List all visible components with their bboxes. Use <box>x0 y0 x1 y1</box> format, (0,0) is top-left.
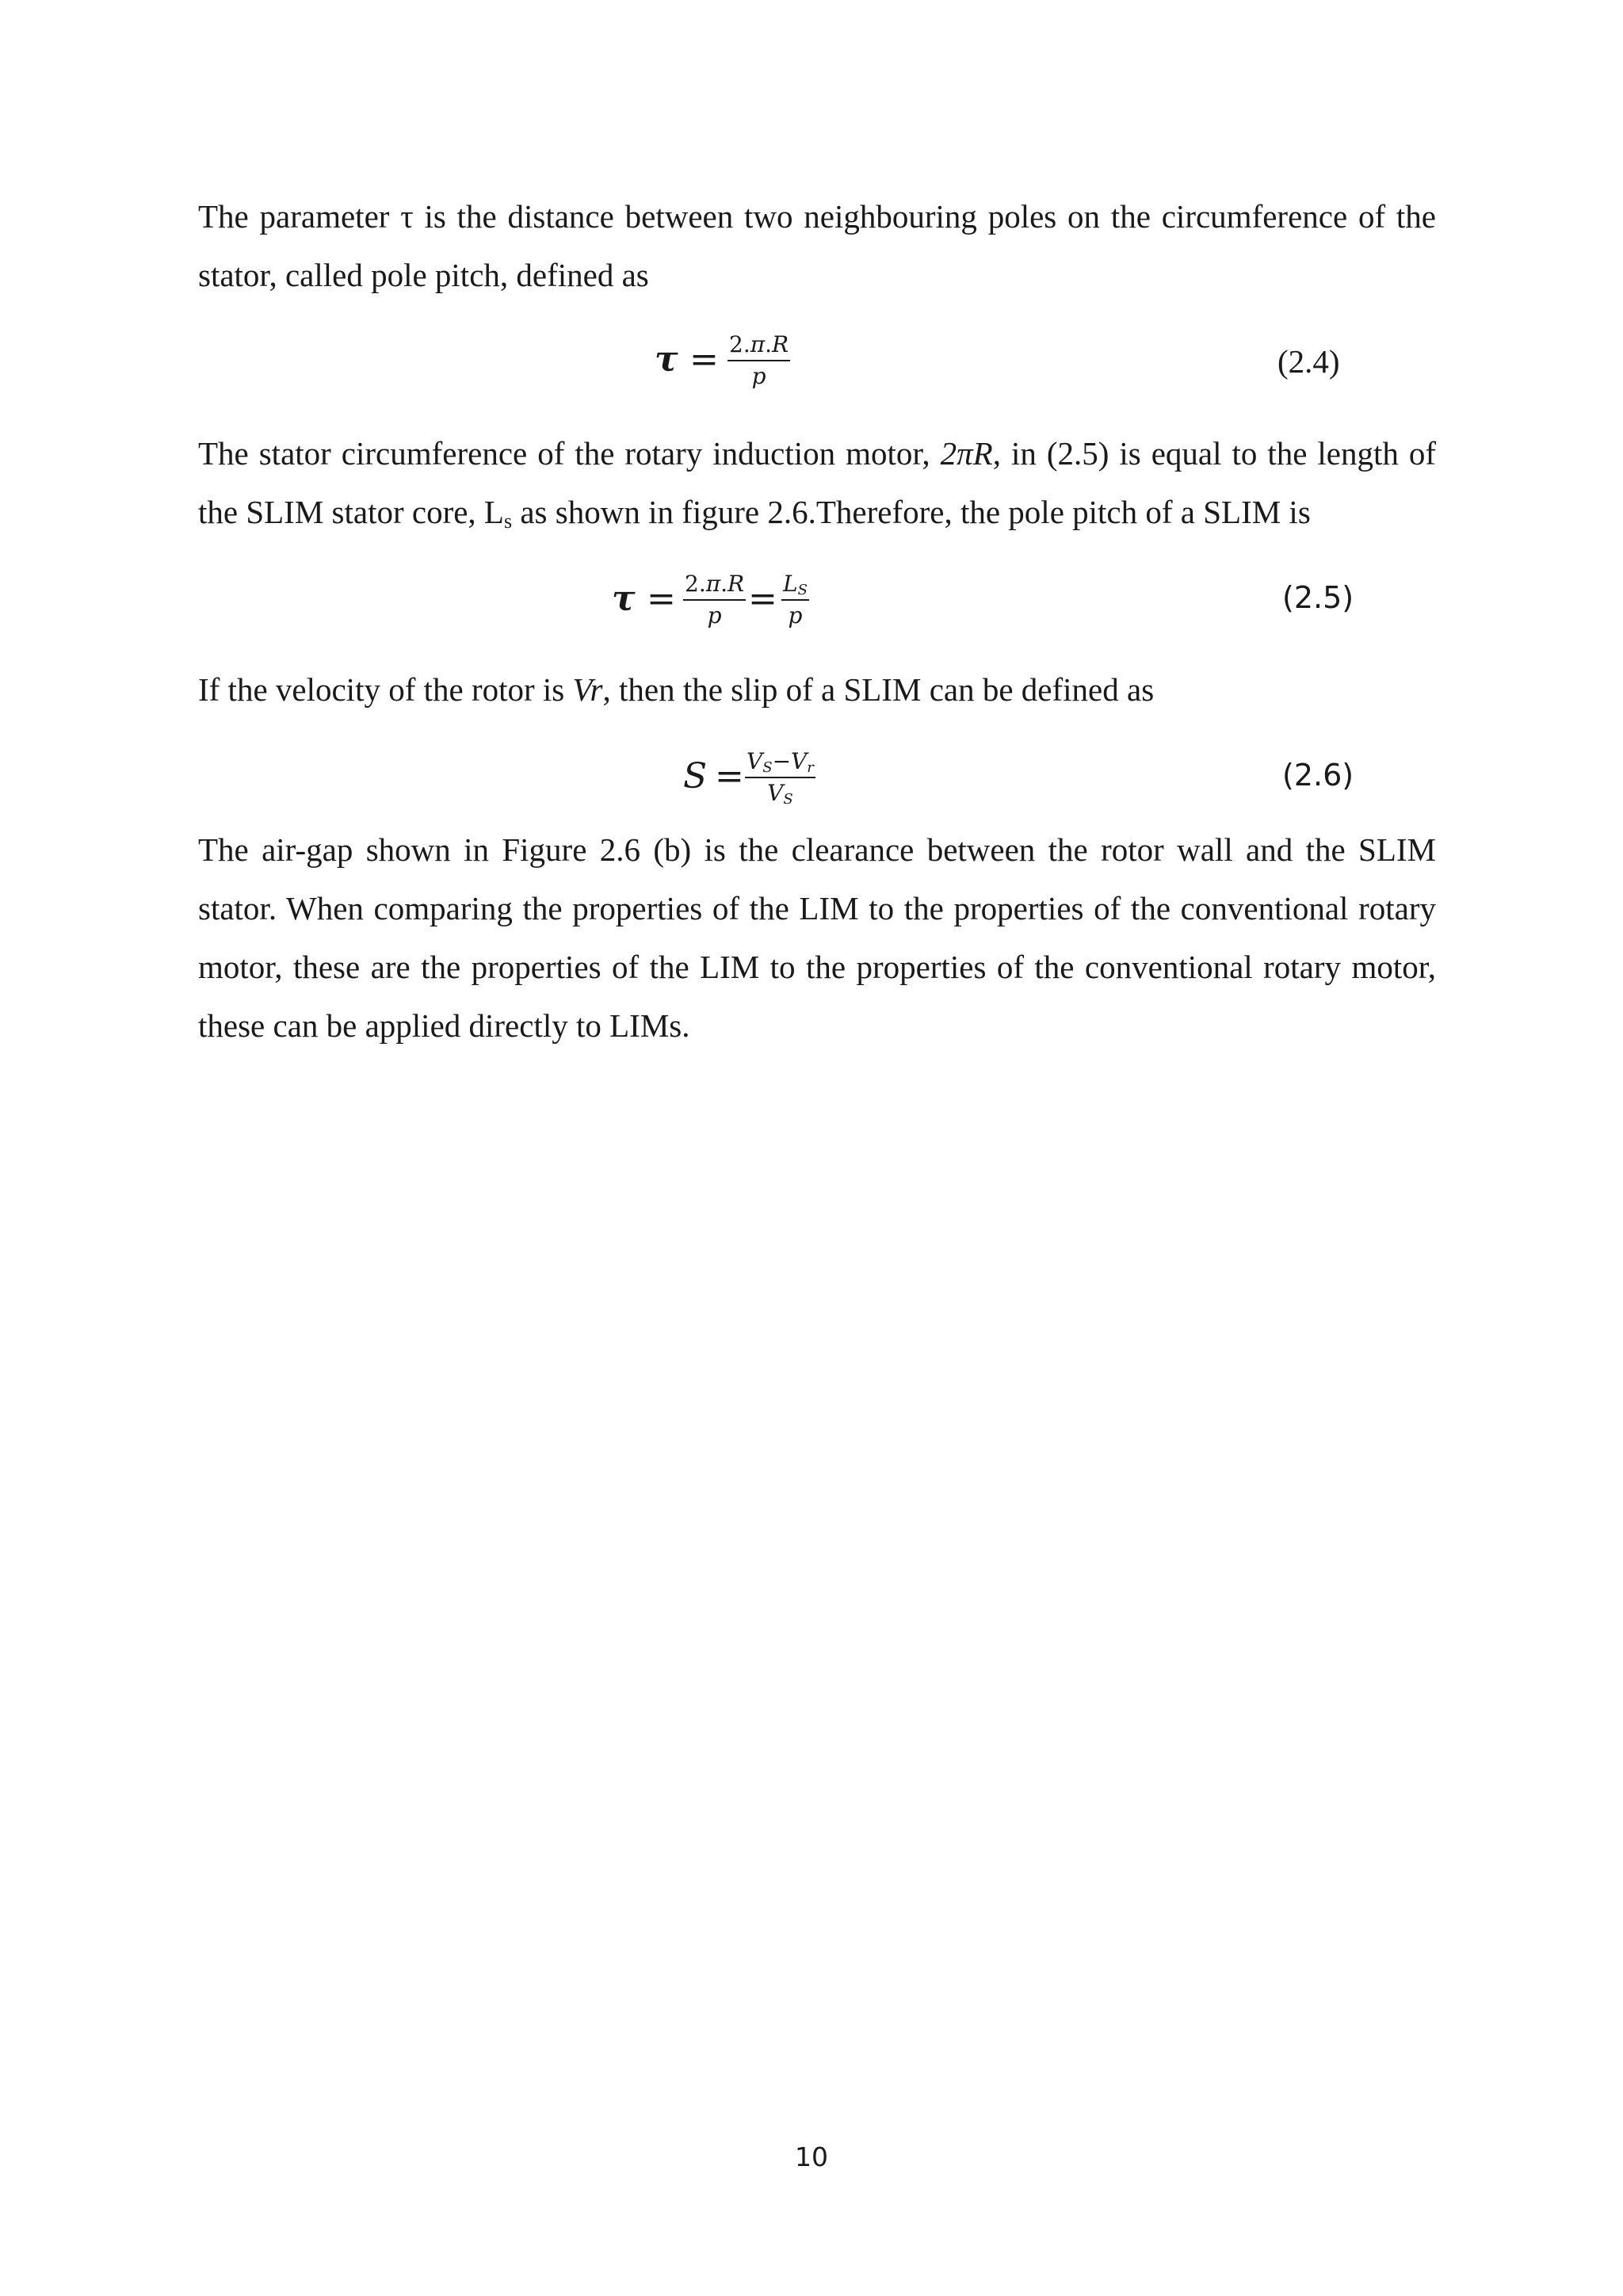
equals-sign: = <box>715 756 744 797</box>
fraction-denominator: p <box>788 602 803 628</box>
fraction-slip <box>745 748 815 807</box>
paragraph-stator-circumference: The stator circumference of the rotary induction motor, 2πR, in (2.5) is equal to the length of the SLIM stator core, $L_s$ as shown in figure 2.6.Therefore, the pole pitch of a SLIM is <box>198 435 1436 533</box>
fraction-bar <box>683 599 746 601</box>
equation-lhs-slip: S <box>683 756 708 797</box>
equation-lhs-tau: τ <box>655 339 678 380</box>
fraction-Ls-over-p <box>781 571 809 629</box>
fraction-numerator: 2.π.R <box>729 331 789 357</box>
fraction-numerator: $L_S$ <box>783 571 808 598</box>
equation-number: (2.6) <box>1282 758 1354 793</box>
fraction-numerator: 2.π.R <box>685 571 745 597</box>
equals-sign: = <box>748 579 777 619</box>
equation-number: (2.5) <box>1282 580 1354 615</box>
fraction-bar <box>745 777 815 778</box>
fraction-bar <box>781 599 809 601</box>
paragraph-text: The parameter τ is the distance between two neighbouring poles on the circumference of the stator, called pole pitch, defined as <box>198 198 1436 293</box>
equation-lhs-tau: τ <box>612 579 636 619</box>
fraction-bar <box>727 360 790 361</box>
equals-sign: = <box>647 579 676 619</box>
equation-number: (2.4) <box>1277 343 1340 380</box>
paragraph-text: The air-gap shown in Figure 2.6 (b) is the clearance between the rotor wall and the SLIM stator. When comparing the properties of the LIM to the properties of the conventional rotary motor, these are the properties of the LIM to the properties of the conventional rotary motor, these can be applied directly to LIMs. <box>198 831 1436 1044</box>
fraction-denominator: p <box>707 602 722 628</box>
equals-sign: = <box>689 339 719 380</box>
paragraph-pole-pitch-intro <box>198 187 1436 304</box>
page-number: 10 <box>795 2141 828 2172</box>
fraction-denominator: p <box>751 363 766 389</box>
fraction-numerator: $V_S-V_r$ <box>747 748 814 776</box>
paragraph-air-gap <box>198 820 1436 1055</box>
fraction-denominator: $V_S$ <box>767 780 793 808</box>
fraction-2piR-over-p <box>727 331 790 390</box>
fraction-2piR-over-p <box>683 571 746 629</box>
paragraph-slip-intro: If the velocity of the rotor is Vr, then the slip of a SLIM can be defined as <box>198 671 1155 708</box>
